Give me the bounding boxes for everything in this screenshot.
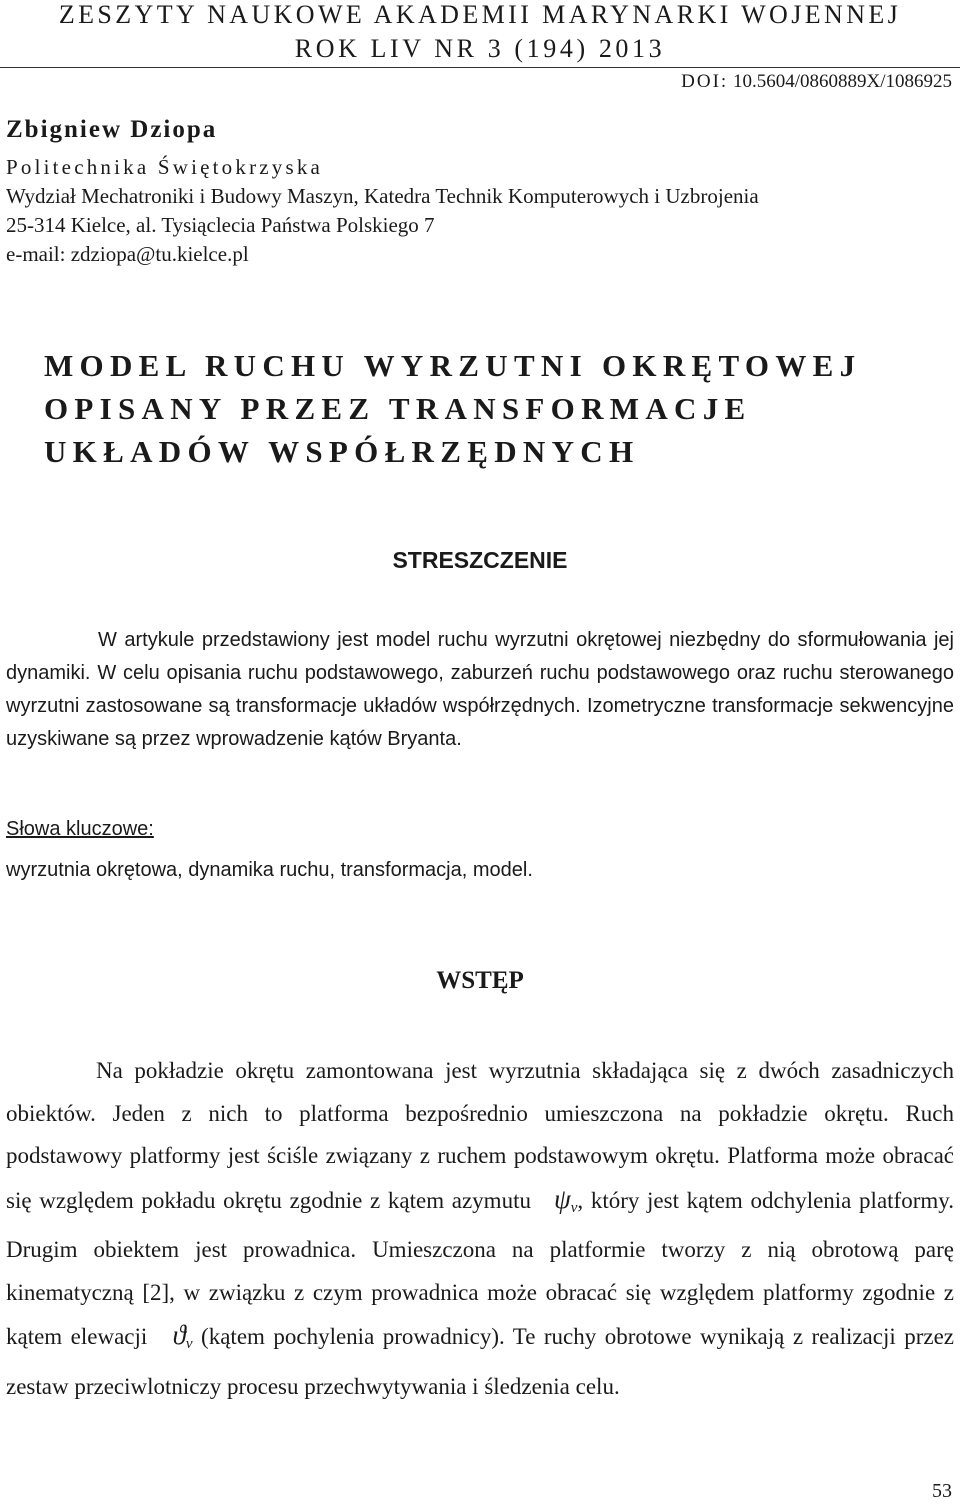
keywords-label: Słowa kluczowe: bbox=[6, 818, 154, 840]
author-email: e-mail: zdziopa@tu.kielce.pl bbox=[6, 242, 249, 266]
paper-title-line: OPISANY PRZEZ TRANSFORMACJE bbox=[44, 391, 752, 426]
paper-title-line: UKŁADÓW WSPÓŁRZĘDNYCH bbox=[44, 434, 640, 469]
elevation-symbol: ϑ bbox=[172, 1320, 186, 1350]
paper-title-line: MODEL RUCHU WYRZUTNI OKRĘTOWEJ bbox=[44, 348, 862, 383]
abstract-heading: STRESZCZENIE bbox=[392, 547, 568, 573]
journal-issue: ROK LIV NR 3 (194) 2013 bbox=[294, 34, 666, 63]
body-paragraph bbox=[6, 1050, 954, 1408]
doi bbox=[681, 70, 952, 94]
azimuth-symbol: ψ bbox=[553, 1183, 571, 1214]
author-institution: Politechnika Świętokrzyska bbox=[6, 155, 324, 179]
section-heading: WSTĘP bbox=[436, 967, 524, 994]
journal-name: ZESZYTY NAUKOWE AKADEMII MARYNARKI WOJENNEJ bbox=[58, 0, 902, 29]
azimuth-subscript: v bbox=[570, 1199, 578, 1216]
author-department: Wydział Mechatroniki i Budowy Maszyn, Katedra Technik Komputerowych i Uzbrojenia bbox=[6, 184, 759, 208]
author-address: 25-314 Kielce, al. Tysiąclecia Państwa Polskiego 7 bbox=[6, 213, 435, 237]
author-name: Zbigniew Dziopa bbox=[6, 116, 218, 143]
body-text: , który jest kątem odchylenia platformy. Drugim obiektem jest prowadnica. Umieszczona na platformie tworzy z nią obrotową parę kinematyczną [2], w związku z czym prowadnica może obracać się względem platformy zgodnie z kątem elewacji bbox=[6, 1187, 955, 1349]
header-rule bbox=[0, 67, 960, 68]
body-text: (kątem pochylenia prowadnicy). Te ruchy obrotowe wynikają z realizacji przez zestaw przeciwlotniczy procesu przechwytywania i śledzenia celu. bbox=[6, 1324, 954, 1399]
abstract-text: W artykule przedstawiony jest model ruchu wyrzutni okrętowej niezbędny do sformułowania jej dynamiki. W celu opisania ruchu podstawowego, zaburzeń ruchu podstawowego oraz ruchu sterowanego wyrzutni zastosowane są transformacje układów współrzędnych. Izometryczne transformacje sekwencyjne uzyskiwane są przez wprowadzenie kątów Bryanta. bbox=[6, 629, 954, 750]
body-text: Na pokładzie okrętu zamontowana jest wyrzutnia składająca się z dwóch zasadniczych obiektów. Jeden z nich to platforma bezpośrednio umieszczona na pokładzie okrętu. Ruch podstawowy platformy jest ściśle związany z ruchem podstawowym okrętu. Platforma może obracać się względem pokładu okrętu zgodnie z kątem azymutu bbox=[6, 1058, 954, 1213]
elevation-subscript: v bbox=[185, 1336, 193, 1352]
page-number: 53 bbox=[932, 1480, 952, 1502]
keywords-text: wyrzutnia okrętowa, dynamika ruchu, transformacja, model. bbox=[6, 859, 533, 881]
doi-label: DOI: bbox=[681, 71, 729, 92]
doi-value: 10.5604/0860889X/1086925 bbox=[732, 71, 952, 92]
